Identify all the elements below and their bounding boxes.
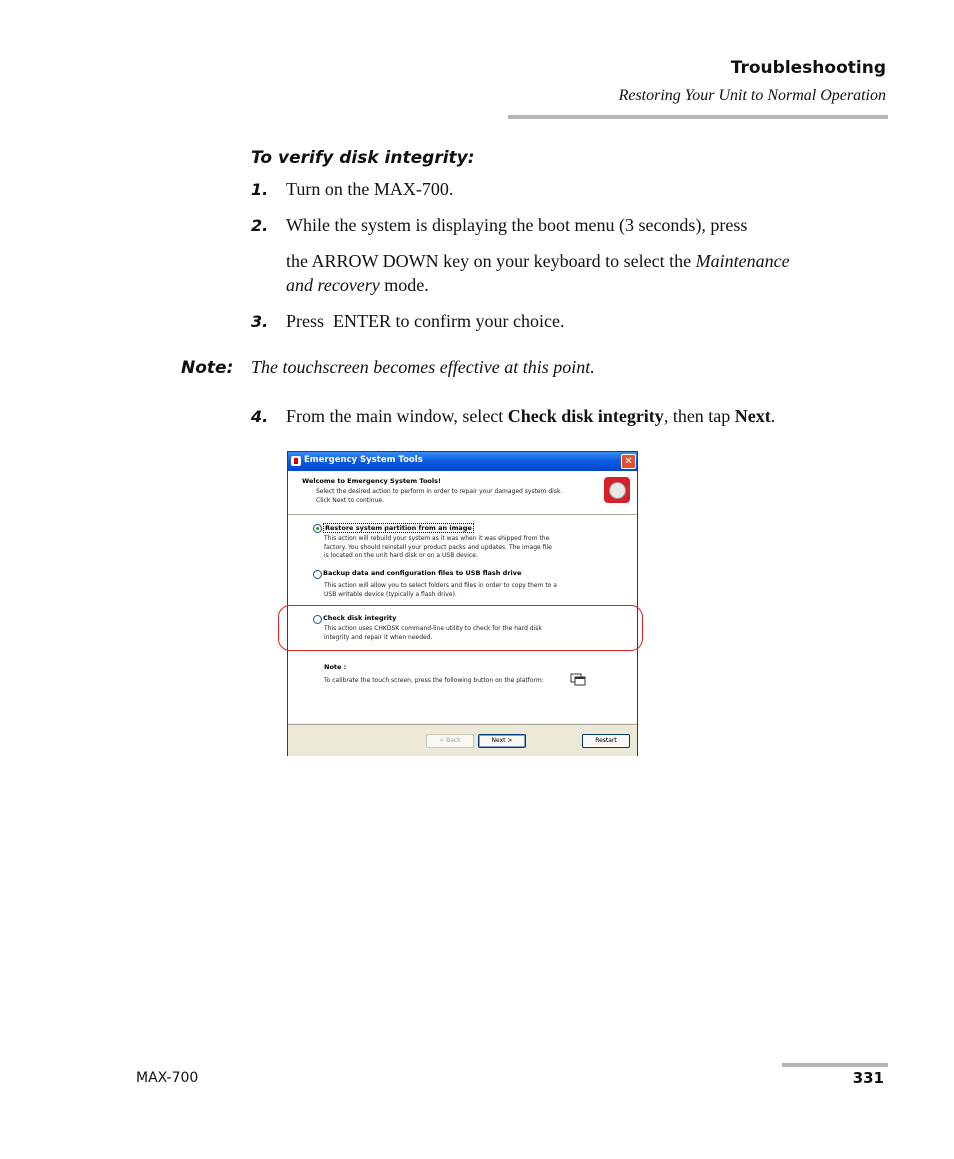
dialog-titlebar[interactable] (288, 452, 637, 471)
option-restore-partition-desc (324, 535, 552, 561)
option-backup-usb-label[interactable]: Backup data and configuration files to USB flash drive (323, 569, 522, 577)
option-backup-usb-desc (324, 582, 557, 599)
running-header-section: Troubleshooting (730, 58, 886, 78)
option-desc-line: USB writable device (typically a flash drive). (324, 590, 457, 598)
emergency-tools-dialog (287, 451, 638, 756)
app-icon (291, 456, 301, 466)
step-text-2-line3 (286, 273, 429, 297)
option-desc-line: is located on the unit hard disk or on a USB device. (324, 552, 478, 559)
step-text-2-emphasis-2: and recovery (286, 275, 380, 295)
check-disk-highlight-circle (278, 605, 643, 651)
option-desc-line: This action will rebuild your system as it was when it was shipped from the (324, 535, 550, 542)
step-text-4-part-2: , then tap (663, 406, 735, 426)
option-desc-line: This action will allow you to select folders and files in order to copy them to a (324, 582, 557, 589)
footer-product-name: MAX-700 (136, 1070, 199, 1086)
option-desc-line: This action uses CHKDSK command-line utility to check for the hard disk (324, 625, 542, 632)
header-rule (508, 115, 888, 119)
note-label: Note: (181, 358, 234, 378)
option-restore-partition-label[interactable]: Restore system partition from an image (325, 524, 472, 532)
step-text-4-part-3: . (770, 406, 776, 426)
step-text-4-bold-next: Next (734, 406, 771, 426)
next-button[interactable]: Next > (478, 734, 526, 748)
step-number-2: 2. (251, 216, 269, 235)
footer-rule (782, 1063, 888, 1067)
dialog-header (288, 471, 637, 515)
procedure-title: To verify disk integrity: (251, 148, 475, 168)
dialog-button-bar (288, 724, 637, 756)
running-header-subsection: Restoring Your Unit to Normal Operation (618, 87, 886, 104)
welcome-heading: Welcome to Emergency System Tools! (302, 477, 441, 485)
dialog-note-text: To calibrate the touch screen, press the following button on the platform: (324, 677, 544, 684)
calibrate-screen-icon[interactable] (570, 671, 586, 684)
step-text-2-part: the ARROW DOWN key on your keyboard to select the (286, 251, 696, 271)
step-text-2-emphasis: Maintenance (695, 251, 790, 271)
instruction-line: Click Next to continue. (316, 497, 385, 504)
radio-backup-usb[interactable] (313, 570, 322, 579)
page-number: 331 (852, 1069, 884, 1087)
instruction-line: Select the desired action to perform in order to repair your damaged system disk. (316, 488, 563, 495)
note-text: The touchscreen becomes effective at this point. (251, 357, 595, 377)
disk-repair-icon (604, 477, 630, 503)
radio-restore-partition[interactable] (313, 524, 322, 533)
step-text-4-bold-option: Check disk integrity (507, 406, 664, 426)
option-desc-line: factory. You should reinstall your product packs and updates. The image file (324, 543, 552, 551)
option-desc-line: integrity and repair it when needed. (324, 633, 433, 641)
step-number-1: 1. (251, 180, 269, 199)
step-text-2-line1: While the system is displaying the boot menu (3 seconds), press (286, 215, 748, 235)
back-button[interactable]: < Back (426, 734, 474, 748)
step-number-4: 4. (251, 407, 269, 426)
step-text-4-part: From the main window, select (286, 406, 508, 426)
welcome-instructions (316, 487, 562, 505)
step-text-2-part-2: mode. (379, 275, 429, 295)
restart-button[interactable]: Restart (582, 734, 630, 748)
close-icon[interactable]: ✕ (621, 454, 636, 469)
step-text-1: Turn on the MAX-700. (286, 179, 454, 199)
dialog-note-label: Note : (324, 663, 347, 671)
step-number-3: 3. (251, 312, 269, 331)
step-text-3: Press ENTER to confirm your choice. (286, 311, 565, 331)
step-text-2-line2 (286, 249, 790, 273)
option-check-disk-label[interactable]: Check disk integrity (323, 614, 397, 622)
step-text-4 (286, 404, 775, 428)
dialog-title: Emergency System Tools (304, 455, 423, 465)
